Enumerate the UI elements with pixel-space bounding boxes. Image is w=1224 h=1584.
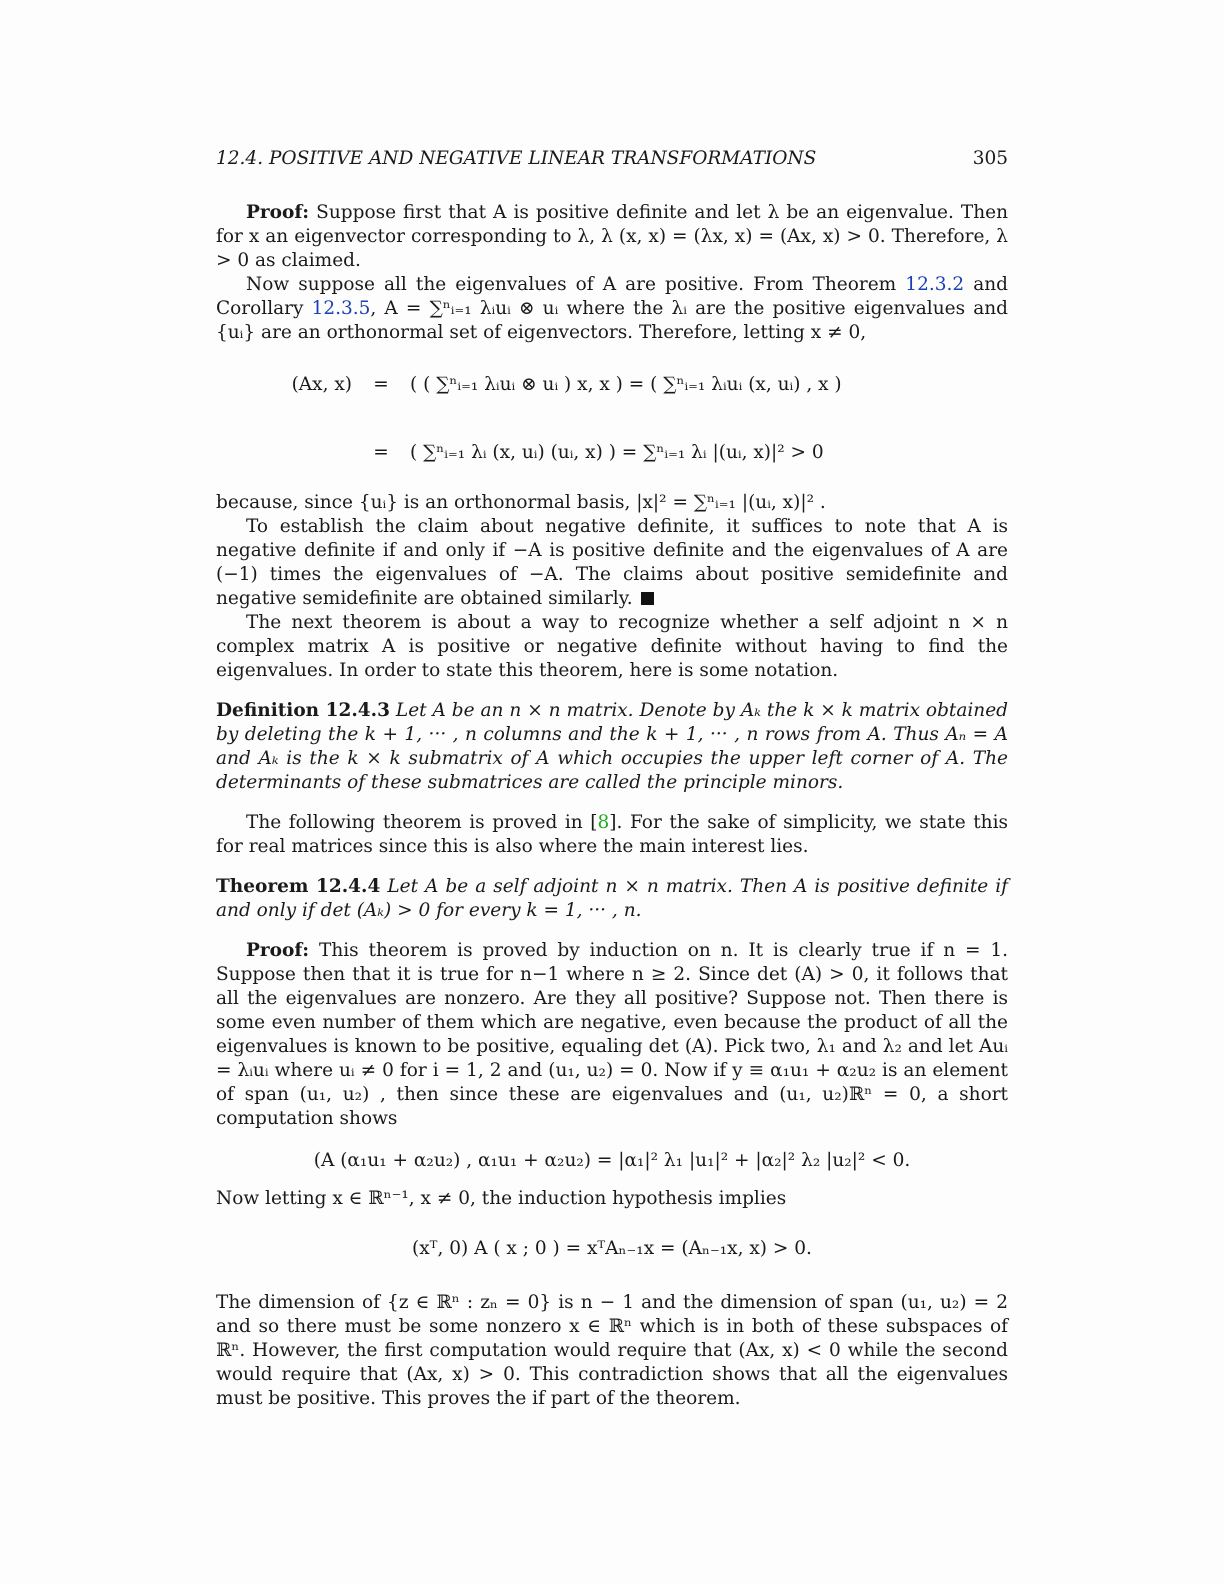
paragraph-3: because, since {uᵢ} is an orthonormal basis, |x|² = ∑ⁿᵢ₌₁ |(uᵢ, x)|² . — [216, 492, 826, 513]
display-equation-4: (xᵀ, 0) A ( x ; 0 ) = xᵀAₙ₋₁x = (Aₙ₋₁x, x) > 0. — [412, 1238, 812, 1259]
para6-text-a: The following theorem is proved in [ — [246, 812, 598, 833]
equation-line-1 — [216, 351, 1008, 419]
para2-text-c: , A = ∑ⁿᵢ₌₁ λᵢuᵢ ⊗ uᵢ where the λᵢ are the positive eigenvalues and {uᵢ} are an orthonormal set of eigenvectors. Therefore, letting x ≠ 0, — [216, 298, 1008, 343]
citation-link[interactable]: 8 — [597, 812, 610, 833]
page-content — [216, 140, 1008, 1411]
definition-text: Let A be an n × n matrix. Denote by Aₖ the k × k matrix obtained by deleting the k + 1, ··· , n columns and the k + 1, ··· , n rows from A. Thus Aₙ = A and Aₖ is the k × k submatrix of A which occupies the upper left corner of A. The determinants of these submatrices are called the principle minors. — [216, 700, 1008, 793]
proof-paragraph-2 — [216, 939, 1008, 1131]
running-title: 12.4. POSITIVE AND NEGATIVE LINEAR TRANSFORMATIONS — [216, 148, 817, 169]
proof-text-2: This theorem is proved by induction on n. It is clearly true if n = 1. Suppose then that it is true for n−1 where n ≥ 2. Since det (A) > 0, it follows that all the eigenvalues are nonzero. Are they all positive? Suppose not. Then there is some even number of them which are negative, even because the product of all the eigenvalues is known to be positive, equaling det (A). Pick two, λ₁ and λ₂ and let Auᵢ = λᵢuᵢ where uᵢ ≠ 0 for i = 1, 2 and (u₁, u₂) = 0. Now if y ≡ α₁u₁ + α₂u₂ is an element of span (u₁, u₂) , then since these are eigenvalues and (u₁, u₂)ℝⁿ = 0, a short computation shows — [216, 940, 1008, 1129]
theorem-label: Theorem 12.4.4 — [216, 876, 381, 897]
proof-paragraph-1 — [216, 201, 1008, 273]
paragraph-6 — [216, 811, 1008, 859]
paragraph-4 — [216, 515, 1008, 611]
running-header — [216, 147, 1008, 171]
definition-label: Definition 12.4.3 — [216, 700, 390, 721]
proof-label: Proof: — [246, 940, 310, 961]
para6-text-b: ]. For the sake of simplicity, we state this for real matrices since this is also where the main interest lies. — [216, 812, 1008, 857]
qed-square-icon — [641, 592, 654, 605]
paragraph-2 — [216, 273, 1008, 345]
page-number: 305 — [972, 148, 1008, 169]
theorem-ref-link[interactable]: 12.3.2 — [905, 274, 965, 295]
para2-text-a: Now suppose all the eigenvalues of A are positive. From Theorem — [246, 274, 906, 295]
display-equation-3: (A (α₁u₁ + α₂u₂) , α₁u₁ + α₂u₂) = |α₁|² λ₁ |u₁|² + |α₂|² λ₂ |u₂|² < 0. — [313, 1150, 911, 1171]
equation-rhs: ( ∑ⁿᵢ₌₁ λᵢ (x, uᵢ) (uᵢ, x) ) = ∑ⁿᵢ₌₁ λᵢ |(uᵢ, x)|² > 0 — [410, 442, 824, 463]
equation-relation: = — [373, 442, 389, 463]
equation-rhs: ( ( ∑ⁿᵢ₌₁ λᵢuᵢ ⊗ uᵢ ) x, x ) = ( ∑ⁿᵢ₌₁ λᵢuᵢ (x, uᵢ) , x ) — [410, 374, 842, 395]
paragraph-7: Now letting x ∈ ℝⁿ⁻¹, x ≠ 0, the induction hypothesis implies — [216, 1188, 787, 1209]
equation-lhs: (Ax, x) — [291, 374, 352, 395]
para4-text: To establish the claim about negative definite, it suffices to note that A is negative definite if and only if −A is positive definite and the eigenvalues of A are (−1) times the eigenvalues of −A. The claims about positive semidefinite and negative semidefinite are obtained similarly. — [216, 516, 1008, 609]
equation-relation: = — [373, 374, 389, 395]
display-equation-block — [216, 351, 1008, 487]
paragraph-8: The dimension of {z ∈ ℝⁿ : zₙ = 0} is n − 1 and the dimension of span (u₁, u₂) = 2 and so there must be some nonzero x ∈ ℝⁿ which is in both of these subspaces of ℝⁿ. However, the first computation would require that (Ax, x) < 0 while the second would require that (Ax, x) > 0. This contradiction shows that all the eigenvalues must be positive. This proves the if part of the theorem. — [216, 1292, 1008, 1409]
equation-line-2 — [216, 419, 1008, 487]
proof-label: Proof: — [246, 202, 310, 223]
theorem-block — [216, 875, 1008, 923]
theorem-text: Let A be a self adjoint n × n matrix. Then A is positive definite if and only if det (Aₖ) > 0 for every k = 1, ··· , n. — [216, 876, 1009, 921]
definition-block — [216, 699, 1008, 795]
paragraph-5: The next theorem is about a way to recognize whether a self adjoint n × n complex matrix A is positive or negative definite without having to find the eigenvalues. In order to state this theorem, here is some notation. — [216, 612, 1008, 681]
para2-text-b: and Corollary — [216, 274, 1008, 319]
corollary-ref-link[interactable]: 12.3.5 — [311, 298, 371, 319]
proof-text-1: Suppose first that A is positive definite and let λ be an eigenvalue. Then for x an eigenvector corresponding to λ, λ (x, x) = (λx, x) = (Ax, x) > 0. Therefore, λ > 0 as claimed. — [216, 202, 1009, 271]
